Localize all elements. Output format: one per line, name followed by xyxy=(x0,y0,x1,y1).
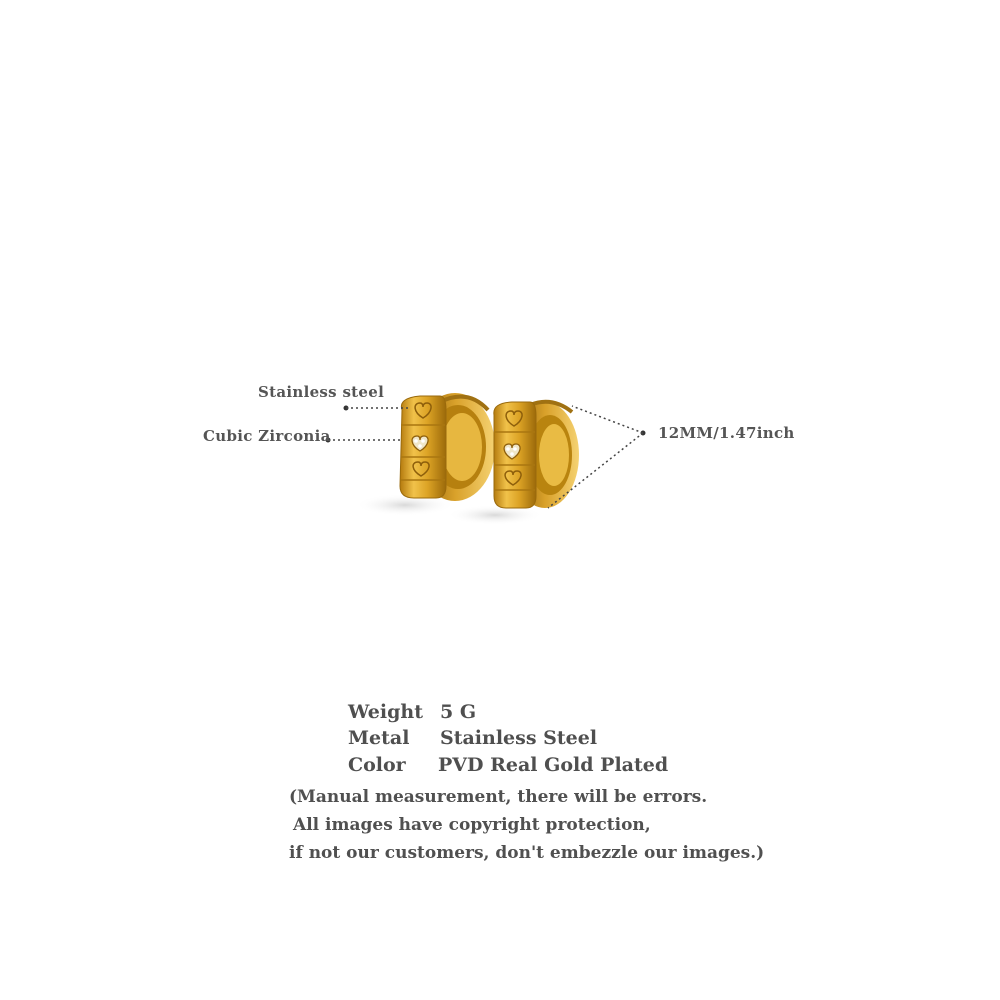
disclaimer-line-1: (Manual measurement, there will be errors. xyxy=(289,787,708,807)
callout-size: 12MM/1.47inch xyxy=(658,424,795,442)
spec-metal-value: Stainless Steel xyxy=(440,727,598,749)
spec-color-value: PVD Real Gold Plated xyxy=(438,754,669,776)
callout-stainless-steel: Stainless steel xyxy=(258,383,385,401)
disclaimer-line-3: if not our customers, don't embezzle our images.) xyxy=(289,843,765,863)
spec-metal-label: Metal xyxy=(348,727,410,749)
disclaimer-line-2: All images have copyright protection, xyxy=(293,815,651,835)
size-leader-top xyxy=(572,406,643,433)
spec-color-label: Color xyxy=(348,754,406,776)
spec-weight-label: Weight xyxy=(348,701,423,723)
size-leader-bottom xyxy=(548,433,643,508)
spec-weight-value: 5 G xyxy=(440,701,477,723)
callout-cubic-zirconia: Cubic Zirconia xyxy=(203,427,331,445)
